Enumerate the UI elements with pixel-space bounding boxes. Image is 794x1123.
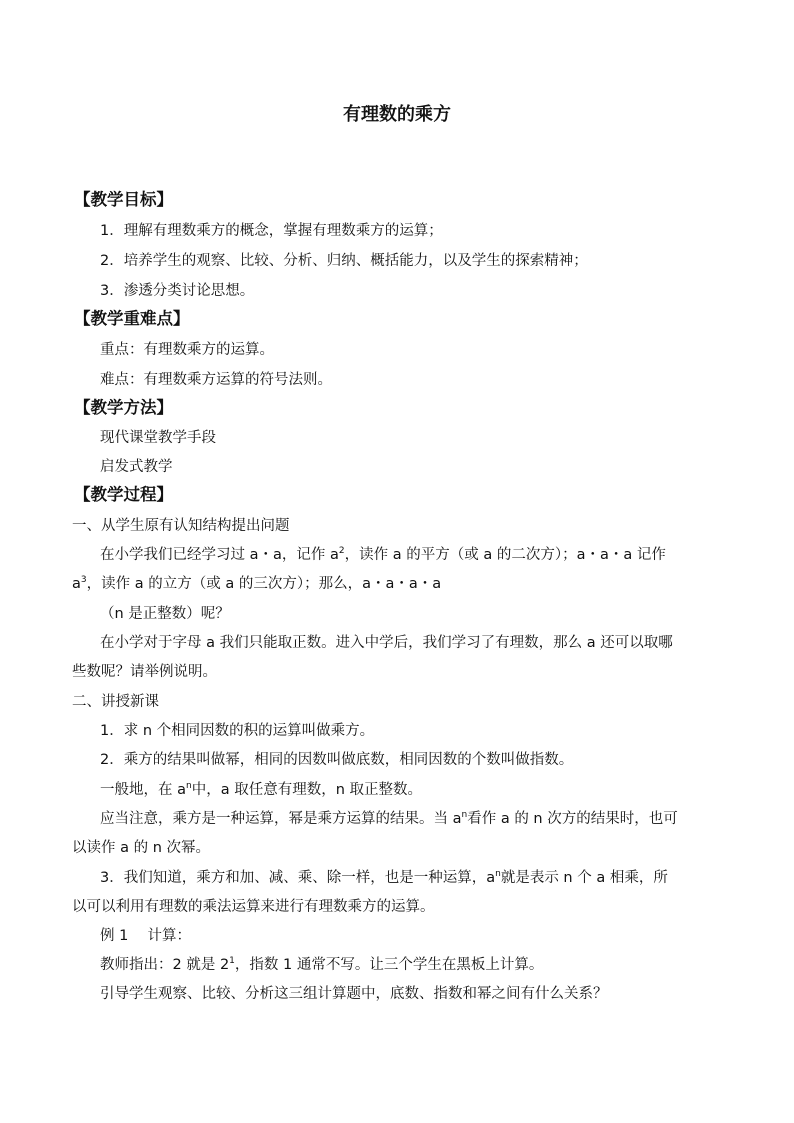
numbered-item-3: 3．我们知道，乘方和加、减、乘、除一样，也是一种运算，$a^n$就是表示 n 个 a 相乘，所 — [100, 869, 668, 886]
paragraph-line: 在小学对于字母 a 我们只能取正数。进入中学后，我们学习了有理数，那么 a 还可以取哪 — [100, 635, 673, 651]
method-item-1: 现代课堂教学手段 — [100, 430, 216, 446]
goal-item-3: 3．渗透分类讨论思想。 — [100, 283, 255, 299]
section-heading-process: 【教学过程】 — [74, 485, 173, 504]
subsection-title-1: 一、从学生原有认知结构提出问题 — [72, 518, 290, 534]
numbered-item-1: 1．求 n 个相同因数的积的运算叫做乘方。 — [100, 723, 375, 739]
subsection-title-2: 二、讲授新课 — [72, 694, 159, 710]
page-title: 有理数的乘方 — [343, 104, 451, 125]
paragraph-line: 教师指出：2 就是 $2^1$，指数 1 通常不写。让三个学生在黑板上计算。 — [100, 956, 544, 973]
key-point: 重点：有理数乘方的运算。 — [100, 342, 274, 358]
section-heading-goals: 【教学目标】 — [74, 190, 173, 209]
goal-item-2: 2．培养学生的观察、比较、分析、归纳、概括能力，以及学生的探索精神； — [100, 253, 588, 269]
paragraph-line: 应当注意，乘方是一种运算，幂是乘方运算的结果。当 $a^n$看作 a 的 n 次方的结果时，也可 — [100, 810, 678, 827]
paragraph-line: （n 是正整数）呢？ — [100, 606, 230, 622]
section-heading-keypoints: 【教学重难点】 — [74, 309, 190, 328]
paragraph-line: 引导学生观察、比较、分析这三组计算题中，底数、指数和幂之间有什么关系？ — [100, 986, 608, 1002]
section-heading-methods: 【教学方法】 — [74, 398, 173, 417]
example-label: 例 1 计算： — [100, 928, 191, 944]
paragraph-line: 在小学我们已经学习过 a・a，记作 $a^2$，读作 a 的平方（或 a 的二次方）；a・a・a 记作 — [100, 546, 666, 563]
method-item-2: 启发式教学 — [100, 459, 173, 475]
paragraph-line: 以可以利用有理数的乘法运算来进行有理数乘方的运算。 — [72, 899, 435, 915]
numbered-item-2: 2．乘方的结果叫做幂，相同的因数叫做底数，相同因数的个数叫做指数。 — [100, 752, 574, 768]
paragraph-line: 以读作 a 的 n 次幂。 — [72, 840, 211, 856]
paragraph-line: 些数呢？请举例说明。 — [72, 664, 217, 680]
difficult-point: 难点：有理数乘方运算的符号法则。 — [100, 372, 332, 388]
paragraph-line: 一般地，在 $a^n$中，a 取任意有理数，n 取正整数。 — [100, 781, 423, 798]
paragraph-line: $a^3$，读作 a 的立方（或 a 的三次方）；那么，a・a・a・a — [72, 575, 442, 592]
goal-item-1: 1．理解有理数乘方的概念，掌握有理数乘方的运算； — [100, 223, 443, 239]
